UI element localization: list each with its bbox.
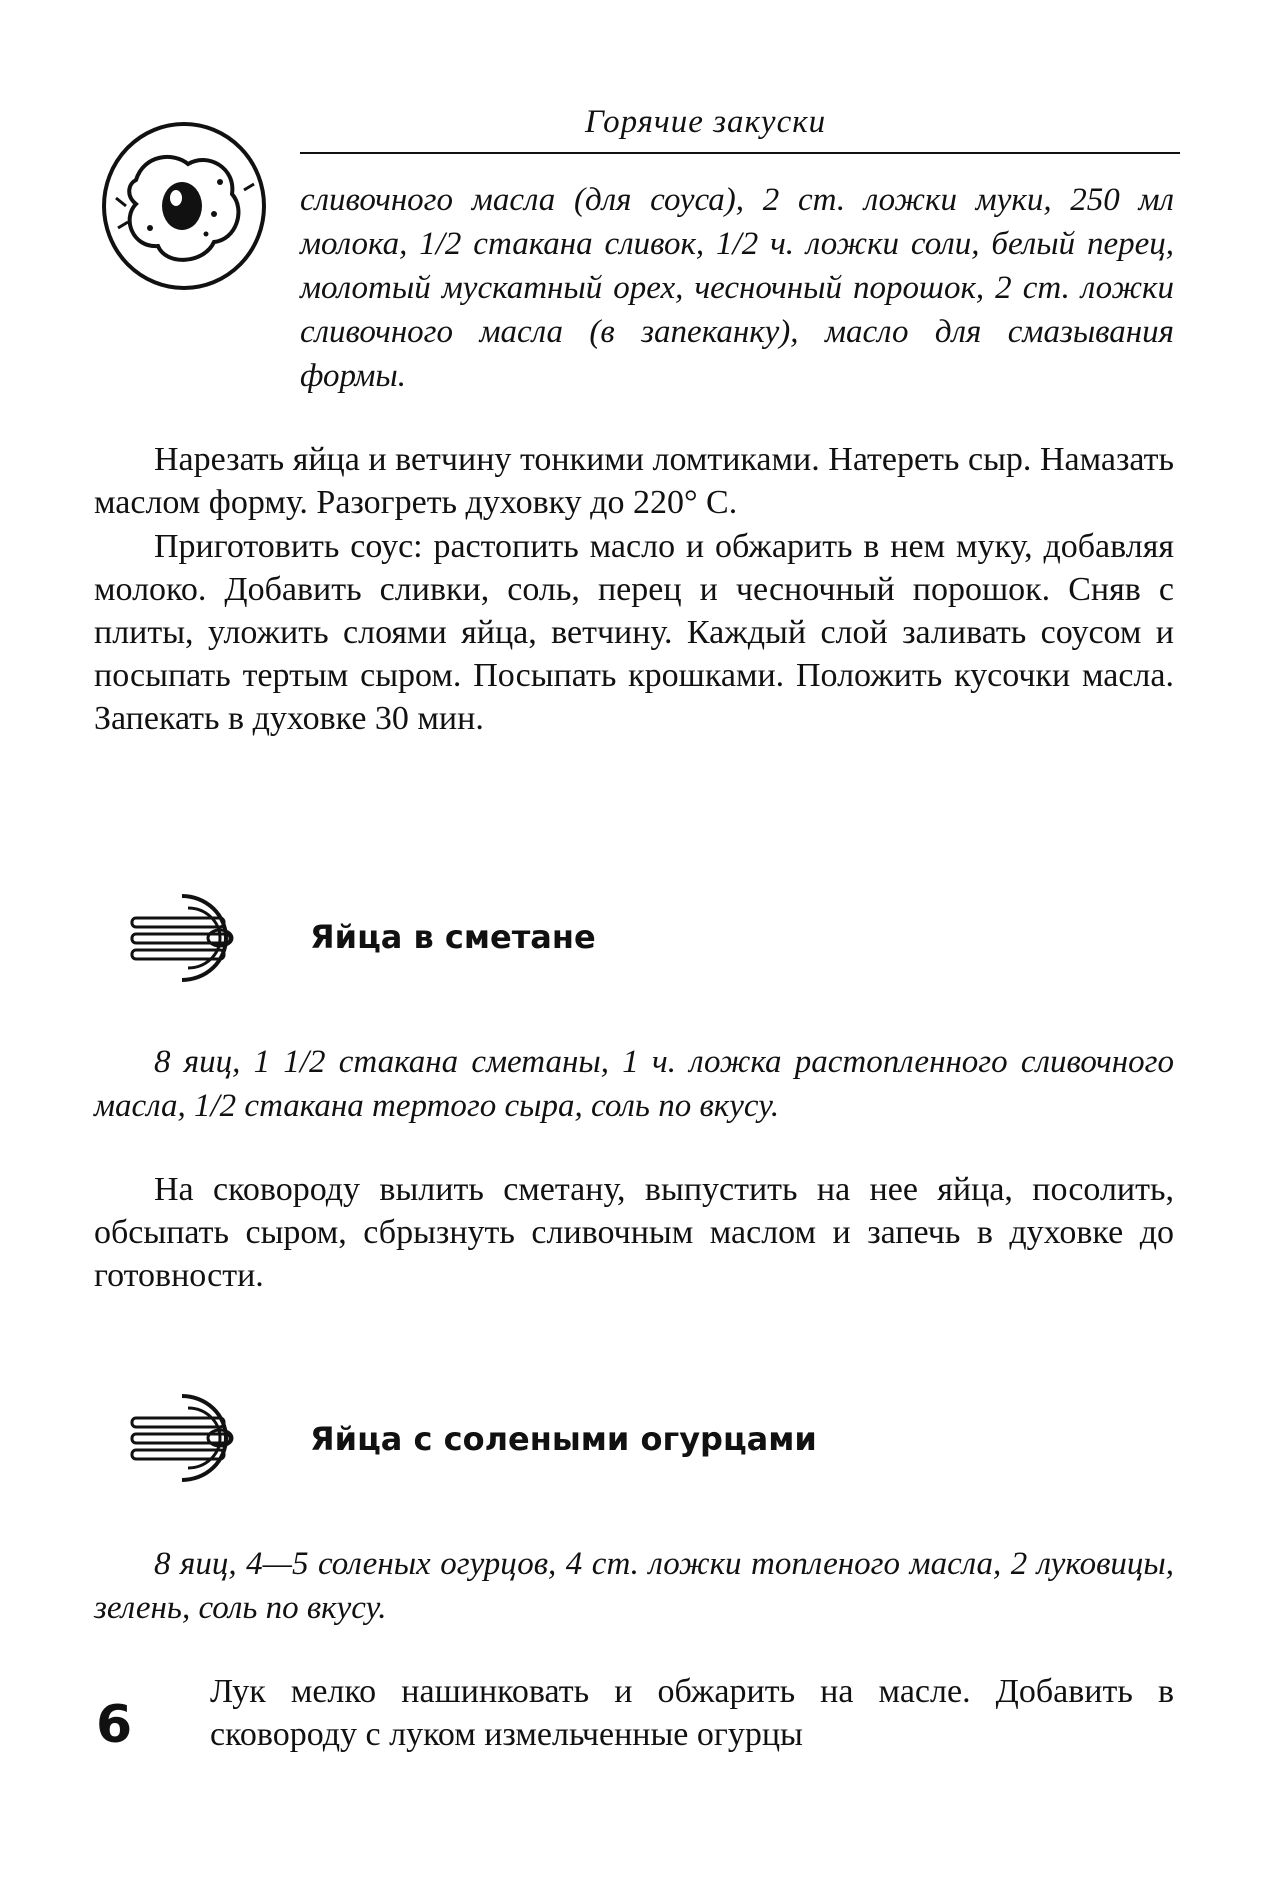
ingredients-sour-cream: 8 яиц, 1 1/2 стакана сметаны, 1 ч. ложка растопленного сливочного масла, 1/2 стакана тертого сыра, соль по вкусу. [94, 1044, 1174, 1124]
instruction-paragraph: Лук мелко нашинковать и обжарить на масле. Добавить в сковороду с луком измельченные огурцы [210, 1673, 1174, 1753]
recipe-title-pickles: Яйца с солеными огурцами [310, 1420, 817, 1458]
instruction-paragraph: На сковороду вылить сметану, выпустить на нее яйца, посолить, обсыпать сыром, сбрызнуть сливочным маслом и запечь в духовке до готовности. [94, 1171, 1174, 1294]
instruction-paragraph: Приготовить соус: растопить масло и обжарить в нем муку, добавляя молоко. Добавить сливки, соль, перец и чесночный порошок. Сняв с плиты, уложить слоями яйца, ветчину. Каждый слой заливать соусом и посыпать тертым сыром. Посыпать крошками. Положить кусочки масла. Запекать в духовке 30 мин. [94, 528, 1174, 737]
instruction-paragraph: Нарезать яйца и ветчину тонкими ломтиками. Натереть сыр. Намазать маслом форму. Разогреть духовку до 220° С. [94, 441, 1174, 521]
recipe-title-sour-cream: Яйца в сметане [310, 918, 596, 956]
plate-cutlery-icon [128, 1388, 256, 1488]
ingredients-text: сливочного масла (для соуса), 2 ст. ложки муки, 250 мл молока, 1/2 стакана сливок, 1/2 ч. ложки соли, белый перец, молотый мускатный орех, чесночный порошок, 2 ст. ложки сливочного масла (в запеканку), масло для смазывания формы. [300, 182, 1174, 394]
ingredients-continued [94, 178, 1174, 398]
running-header [300, 98, 1180, 154]
page-number: 6 [96, 1695, 133, 1755]
section-title: Горячие закуски [585, 104, 827, 140]
ingredients-pickles: 8 яиц, 4—5 соленых огурцов, 4 ст. ложки топленого масла, 2 луковицы, зелень, соль по вкусу. [94, 1546, 1174, 1626]
plate-cutlery-icon [128, 888, 256, 988]
